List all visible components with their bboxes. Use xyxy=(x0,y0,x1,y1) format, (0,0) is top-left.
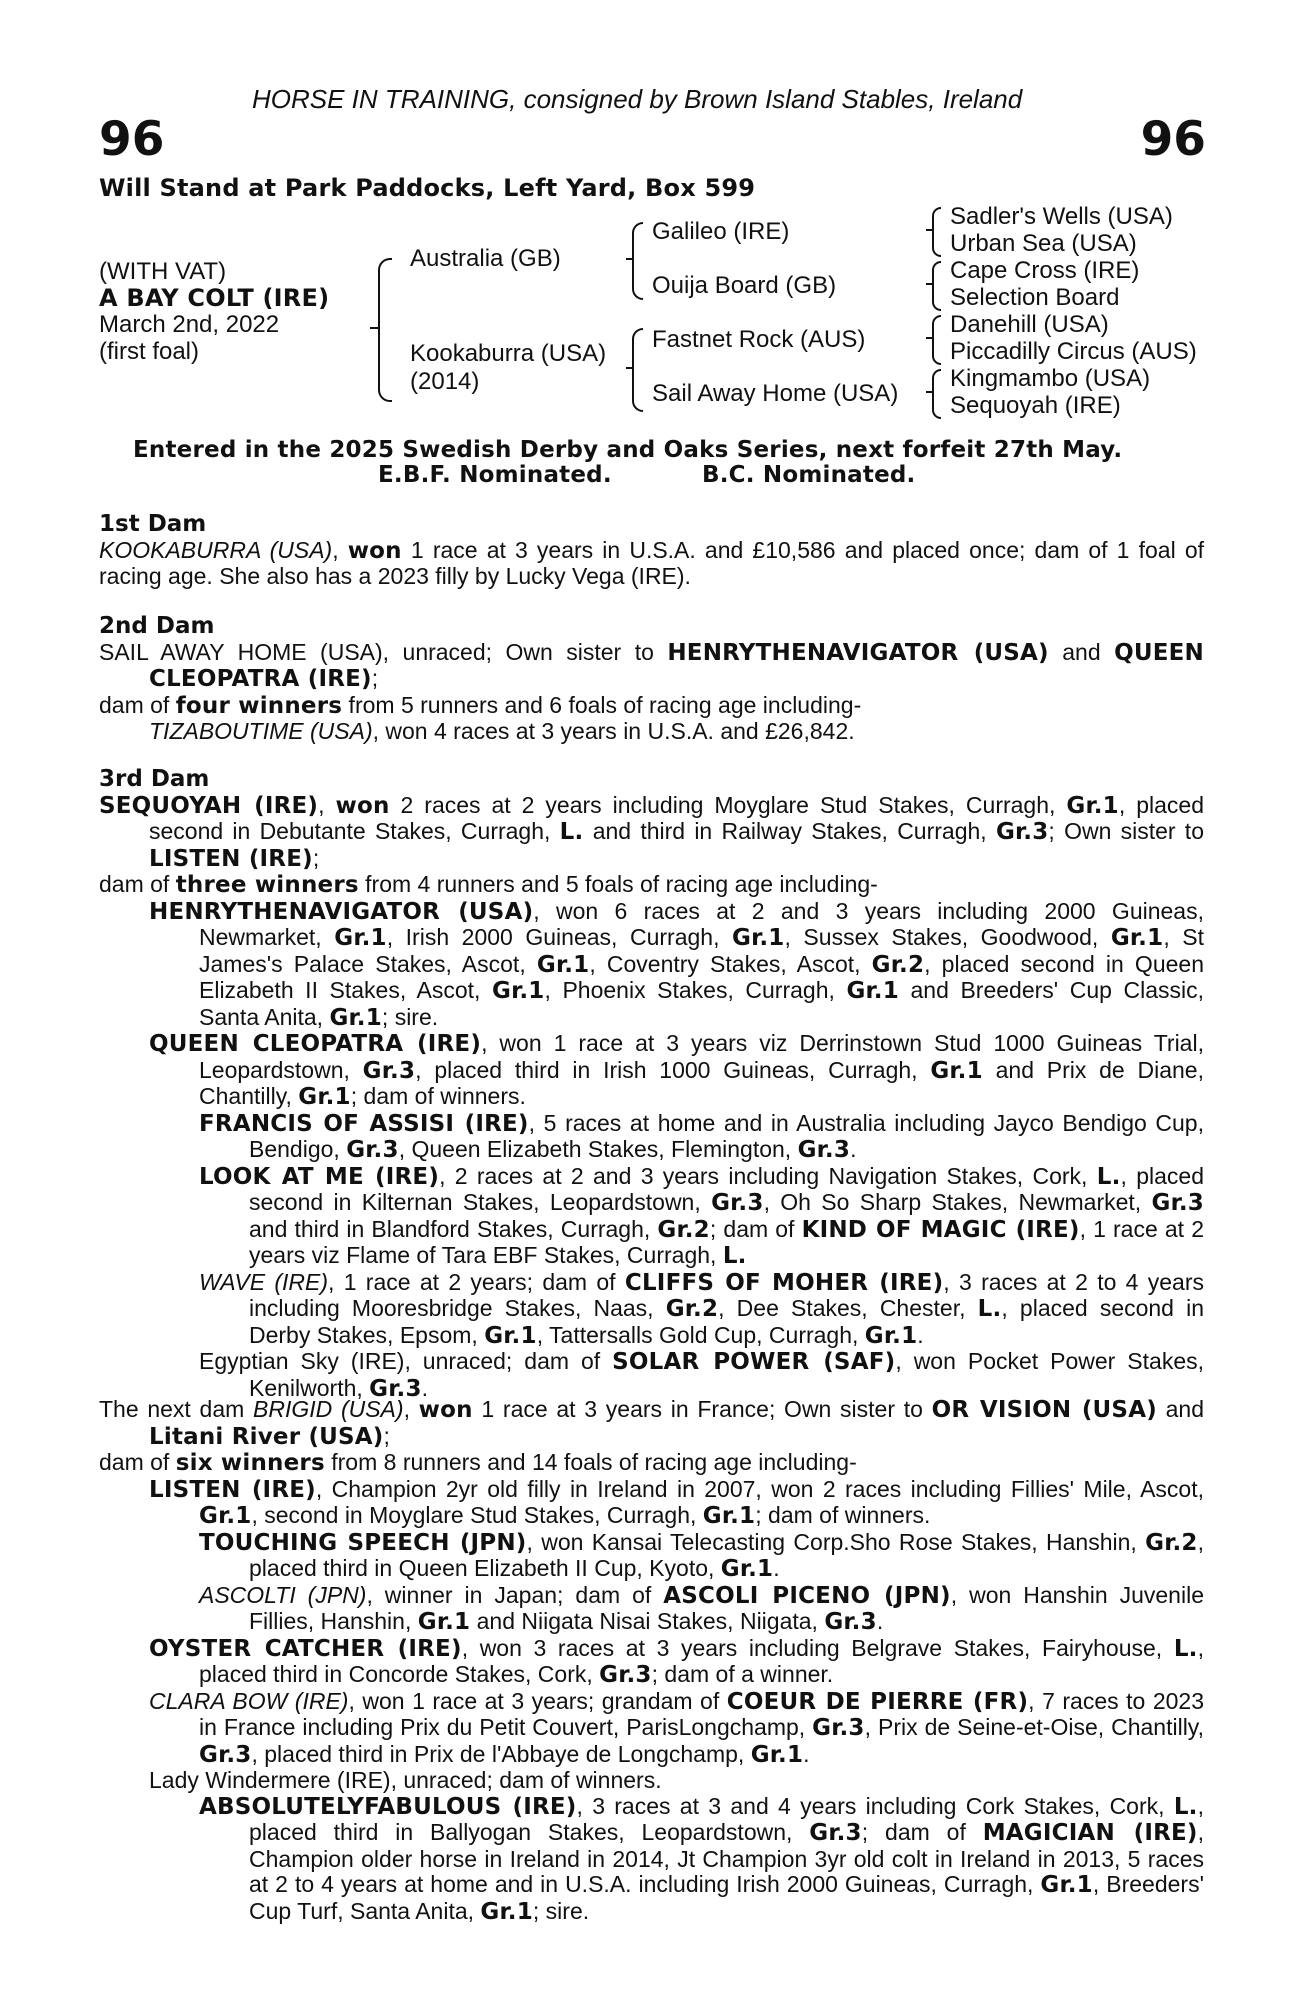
ebf-nominated: E.B.F. Nominated. xyxy=(378,462,612,488)
lot-number-left: 96 xyxy=(99,112,165,167)
second-dam-heading: 2nd Dam xyxy=(99,613,215,639)
pedigree-dam-sire: Fastnet Rock (AUS) xyxy=(652,326,866,353)
stand-location: Will Stand at Park Paddocks, Left Yard, Box 599 xyxy=(99,174,756,202)
pedigree-ggp-2: Urban Sea (USA) xyxy=(950,230,1137,257)
produce-lady-windermere: Lady Windermere (IRE), unraced; dam of winners. xyxy=(149,1767,662,1793)
pedigree-ggp-4: Selection Board xyxy=(950,284,1120,311)
pedigree-ggp-5: Danehill (USA) xyxy=(950,311,1109,338)
pedigree-dam-year: (2014) xyxy=(410,368,480,395)
pedigree-brace xyxy=(932,207,941,257)
third-dam-text: SEQUOYAH (IRE), won 2 races at 2 years including Moyglare Stud Stakes, Curragh, Gr.1, placed second in Debutante Stakes, Curragh, L. and third in Railway Stakes, Curragh, Gr.3; Own sister to LISTEN (IRE); xyxy=(99,791,1204,872)
horse-name: A BAY COLT (IRE) xyxy=(99,284,330,312)
first-dam-heading: 1st Dam xyxy=(99,511,207,537)
produce-oyster-catcher: OYSTER CATCHER (IRE), won 3 races at 3 years including Belgrave Stakes, Fairyhouse, L., placed third in Concorde Stakes, Cork, Gr.3; dam of a winner. xyxy=(149,1634,1204,1688)
pedigree-brace xyxy=(632,222,643,300)
lot-number-right: 96 xyxy=(1140,112,1206,167)
catalogue-header: HORSE IN TRAINING, consigned by Brown Island Stables, Ireland xyxy=(252,84,1023,114)
pedigree-dam-dam: Sail Away Home (USA) xyxy=(652,380,899,407)
foaling-date: March 2nd, 2022 xyxy=(99,311,280,338)
first-dam-section xyxy=(99,512,1204,590)
pedigree-brace xyxy=(632,328,643,412)
produce-listen: LISTEN (IRE), Champion 2yr old filly in Ireland in 2007, won 2 races including Fillies' Mile, Ascot, Gr.1, second in Moyglare Stud Stakes, Curragh, Gr.1; dam of winners. xyxy=(149,1475,1205,1529)
produce-egyptian-sky: Egyptian Sky (IRE), unraced; dam of SOLAR POWER (SAF), won Pocket Power Stakes, Kenilworth, Gr.3. xyxy=(199,1348,1205,1402)
pedigree-ggp-7: Kingmambo (USA) xyxy=(950,365,1151,392)
pedigree-sire-sire: Galileo (IRE) xyxy=(652,218,790,245)
produce-francis-of-assisi: FRANCIS OF ASSISI (IRE), 5 races at home and in Australia including Jayco Bendigo Cup, Bendigo, Gr.3, Queen Elizabeth Stakes, Flemington, Gr.3. xyxy=(199,1109,1204,1163)
produce-wave: WAVE (IRE), 1 race at 2 years; dam of CLIFFS OF MOHER (IRE), 3 races at 2 to 4 years including Mooresbridge Stakes, Naas, Gr.2, Dee Stakes, Chester, L., placed second in Derby Stakes, Epsom, Gr.1, Tattersalls Gold Cup, Curragh, Gr.1. xyxy=(199,1268,1205,1349)
entry-notice: Entered in the 2025 Swedish Derby and Oaks Series, next forfeit 27th May. xyxy=(133,437,1123,463)
pedigree-brace xyxy=(932,261,941,311)
pedigree-brace xyxy=(932,369,941,419)
second-dam-winner: TIZABOUTIME (USA), won 4 races at 3 years in U.S.A. and £26,842. xyxy=(149,718,855,744)
pedigree-brace-point xyxy=(926,337,934,339)
second-dam-section xyxy=(99,614,1204,745)
third-dam-produce: dam of three winners from 4 runners and 5 foals of racing age including- xyxy=(99,871,878,898)
third-dam-section xyxy=(99,767,1204,1402)
produce-touching-speech: TOUCHING SPEECH (JPN), won Kansai Telecasting Corp.Sho Rose Stakes, Hanshin, Gr.2, placed third in Queen Elizabeth II Cup, Kyoto, Gr.1. xyxy=(199,1528,1204,1582)
next-dam-section xyxy=(99,1397,1204,1925)
pedigree-ggp-1: Sadler's Wells (USA) xyxy=(950,203,1173,230)
bc-nominated: B.C. Nominated. xyxy=(702,462,916,488)
third-dam-heading: 3rd Dam xyxy=(99,766,210,792)
produce-absolutelyfabulous: ABSOLUTELYFABULOUS (IRE), 3 races at 3 and 4 years including Cork Stakes, Cork, L., placed third in Ballyogan Stakes, Leopardstown, Gr.3; dam of MAGICIAN (IRE), Champion older horse in Ireland in 2014, Jt Champion 3yr old colt in Ireland in 2013, 5 races at 2 to 4 years at home and in U.S.A. including Irish 2000 Guineas, Curragh, Gr.1, Breeders' Cup Turf, Santa Anita, Gr.1; sire. xyxy=(199,1792,1204,1925)
produce-look-at-me: LOOK AT ME (IRE), 2 races at 2 and 3 years including Navigation Stakes, Cork, L., placed second in Kilternan Stakes, Leopardstown, Gr.3, Oh So Sharp Stakes, Newmarket, Gr.3 and third in Blandford Stakes, Curragh, Gr.2; dam of KIND OF MAGIC (IRE), 1 race at 2 years viz Flame of Tara EBF Stakes, Curragh, L. xyxy=(199,1162,1205,1269)
next-dam-text: The next dam BRIGID (USA), won 1 race at 3 years in France; Own sister to OR VISION (USA) and Litani River (USA); xyxy=(99,1396,1204,1450)
pedigree-brace-point xyxy=(626,367,634,369)
produce-clara-bow: CLARA BOW (IRE), won 1 race at 3 years; grandam of COEUR DE PIERRE (FR), 7 races to 2023 in France including Prix du Petit Couvert, ParisLongchamp, Gr.3, Prix de Seine-et-Oise, Chantilly, Gr.3, placed third in Prix de l'Abbaye de Longchamp, Gr.1. xyxy=(149,1687,1204,1768)
pedigree-brace-point xyxy=(926,229,934,231)
pedigree-brace-point xyxy=(926,391,934,393)
pedigree-ggp-3: Cape Cross (IRE) xyxy=(950,257,1140,284)
second-dam-text: SAIL AWAY HOME (USA), unraced; Own sister to HENRYTHENAVIGATOR (USA) and QUEEN CLEOPATRA (IRE); xyxy=(99,638,1204,692)
pedigree-sire-dam: Ouija Board (GB) xyxy=(652,272,837,299)
produce-ascolti: ASCOLTI (JPN), winner in Japan; dam of ASCOLI PICENO (JPN), won Hanshin Juvenile Fillies, Hanshin, Gr.1 and Niigata Nisai Stakes, Niigata, Gr.3. xyxy=(199,1581,1204,1635)
pedigree-brace-point xyxy=(626,258,634,260)
produce-henrythenavigator: HENRYTHENAVIGATOR (USA), won 6 races at 2 and 3 years including 2000 Guineas, Newmarket, Gr.1, Irish 2000 Guineas, Curragh, Gr.1, Sussex Stakes, Goodwood, Gr.1, St James's Palace Stakes, Ascot, Gr.1, Coventry Stakes, Ascot, Gr.2, placed second in Queen Elizabeth II Stakes, Ascot, Gr.1, Phoenix Stakes, Curragh, Gr.1 and Breeders' Cup Classic, Santa Anita, Gr.1; sire. xyxy=(149,897,1205,1031)
pedigree-dam: Kookaburra (USA) xyxy=(410,340,607,367)
pedigree-sire: Australia (GB) xyxy=(410,245,561,272)
foal-note: (first foal) xyxy=(99,338,200,365)
pedigree-ggp-6: Piccadilly Circus (AUS) xyxy=(950,338,1197,365)
produce-queen-cleopatra: QUEEN CLEOPATRA (IRE), won 1 race at 3 years viz Derrinstown Stud 1000 Guineas Trial, Leopardstown, Gr.3, placed third in Irish 1000 Guineas, Curragh, Gr.1 and Prix de Diane, Chantilly, Gr.1; dam of winners. xyxy=(149,1030,1204,1110)
pedigree-brace xyxy=(378,258,392,402)
pedigree-ggp-8: Sequoyah (IRE) xyxy=(950,392,1121,419)
first-dam-text: KOOKABURRA (USA), won 1 race at 3 years in U.S.A. and £10,586 and placed once; dam of 1 foal of racing age. She also has a 2023 filly by Lucky Vega (IRE). xyxy=(99,536,1205,589)
vat-note: (WITH VAT) xyxy=(99,258,227,285)
second-dam-produce: dam of four winners from 5 runners and 6 foals of racing age including- xyxy=(99,691,862,719)
next-dam-produce: dam of six winners from 8 runners and 14 foals of racing age including- xyxy=(99,1449,857,1476)
pedigree-brace-point xyxy=(370,327,378,329)
pedigree-brace xyxy=(932,315,941,365)
pedigree-brace-point xyxy=(926,283,934,285)
